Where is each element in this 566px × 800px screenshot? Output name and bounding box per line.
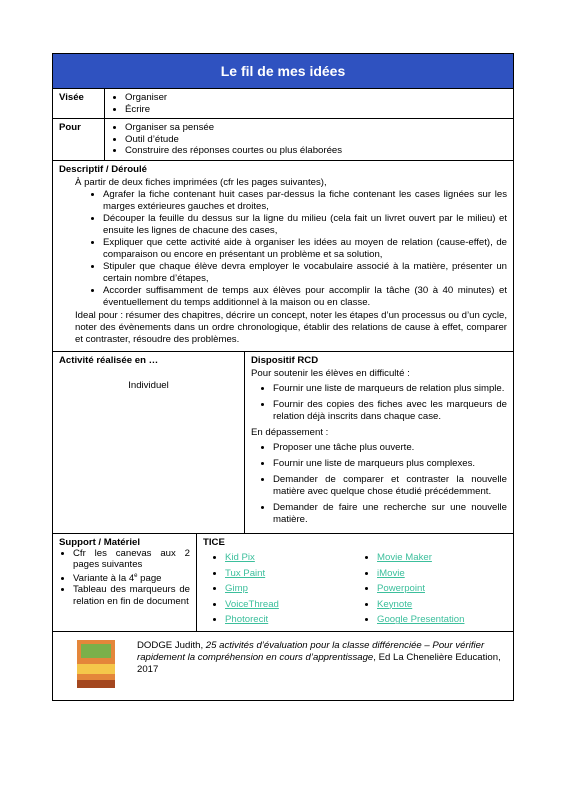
reference-text: DODGE Judith, 25 activités d’évaluation pour la classe différenciée – Pour vérifier rapidement la compréhension en cours d’apprentissage, Ed La Chenelière Education, 2017 [137,639,501,675]
support-list [59,548,190,607]
list-item: • Fournir des copies des fiches avec les marqueurs de relation déjà inscrits dans chaque case. [273,399,507,423]
link-photorecit[interactable]: Photorecit [225,614,269,626]
list-item: • Stipuler que chaque élève devra employer le vocabulaire associé à la matière, présenter un certain nombre d’étapes, [103,261,507,285]
list-item: • Organiser sa pensée [125,122,507,134]
tice-list-right [355,550,507,628]
rcd-difficulte-list [251,383,507,423]
list-item: • Construire des réponses courtes ou plus élaborées [125,145,507,157]
descriptif-heading: Descriptif / Déroulé [59,163,147,175]
list-item: • Fournir une liste de marqueurs de relation plus simple. [273,383,507,395]
rcd-depassement-list [251,442,507,526]
list-item: • Cfr les canevas aux 2 pages suivantes [73,548,190,571]
reference-section [53,632,513,700]
page-title: Le fil de mes idées [53,54,513,89]
rcd-heading: Dispositif RCD [251,354,319,366]
descriptif-section [53,161,513,352]
activite-value: Individuel [128,379,169,391]
rcd-difficulte-intro: Pour soutenir les élèves en difficulté : [251,367,410,379]
visee-label: Visée [53,89,105,118]
list-item: • Accorder suffisamment de temps aux élèves pour accomplir la tâche (30 à 40 minutes) et éventuellement du temps additionnel à la maison ou en classe. [103,285,507,309]
list-item: • Découper la feuille du dessus sur la ligne du milieu (cela fait un livret ouvert par le milieu) et ensuite les lignes de chacune des cases, [103,213,507,237]
link-imovie[interactable]: iMovie [377,567,405,579]
tice-links [203,550,507,628]
tice-heading: TICE [203,536,225,548]
link-powerpoint[interactable]: Powerpoint [377,583,425,595]
link-keynote[interactable]: Keynote [377,598,413,610]
pour-list [111,122,507,157]
pour-row [53,119,513,161]
list-item: • Fournir une liste de marqueurs plus complexes. [273,458,507,470]
support-tice-row [53,534,513,632]
list-item: • Demander de faire une recherche sur une nouvelle matière. [273,502,507,526]
tice-list-left [203,550,355,628]
list-item: • Demander de comparer et contraster la nouvelle matière avec quelque chose étudié précédemment. [273,474,507,498]
link-voicethread[interactable]: VoiceThread [225,598,279,610]
link-tux-paint[interactable]: Tux Paint [225,567,266,579]
link-google-presentation[interactable]: Google Presentation [377,614,465,626]
link-movie-maker[interactable]: Movie Maker [377,551,432,563]
support-heading: Support / Matériel [59,536,141,548]
link-gimp[interactable]: Gimp [225,583,248,595]
activite-heading: Activité réalisée en … [59,354,159,366]
activite-rcd-row [53,352,513,534]
rcd-depassement-intro: En dépassement : [251,426,329,438]
link-kid-pix[interactable]: Kid Pix [225,551,255,563]
book-cover-image [77,640,115,688]
activity-sheet [52,53,514,701]
visee-row [53,89,513,119]
ideal-pour-text: Ideal pour : résumer des chapitres, décrire un concept, noter les étapes d’un processus ou d’un cycle, noter des évènements dans un ordre chronologique, établir des relations de cause à effet, comparer et contraster, résoudre des problèmes. [75,309,507,345]
list-item: • Variante à la 4e page [73,571,190,585]
descriptif-list [59,189,507,309]
list-item: • Tableau des marqueurs de relation en fin de document [73,584,190,607]
descriptif-intro: À partir de deux fiches imprimées (cfr les pages suivantes), [75,176,327,188]
list-item: • Agrafer la fiche contenant huit cases par-dessus la fiche contenant les cases lignées sur les marges extérieures gauches et droites, [103,189,507,213]
list-item: • Écrire [125,104,507,116]
visee-list [111,92,507,115]
list-item: • Organiser [125,92,507,104]
pour-label: Pour [53,119,105,160]
list-item: • Outil d’étude [125,134,507,146]
list-item: • Expliquer que cette activité aide à organiser les idées au moyen de relation (cause-effet), de comparaison ou encore en présentant un problème et sa solution, [103,237,507,261]
list-item: • Proposer une tâche plus ouverte. [273,442,507,454]
